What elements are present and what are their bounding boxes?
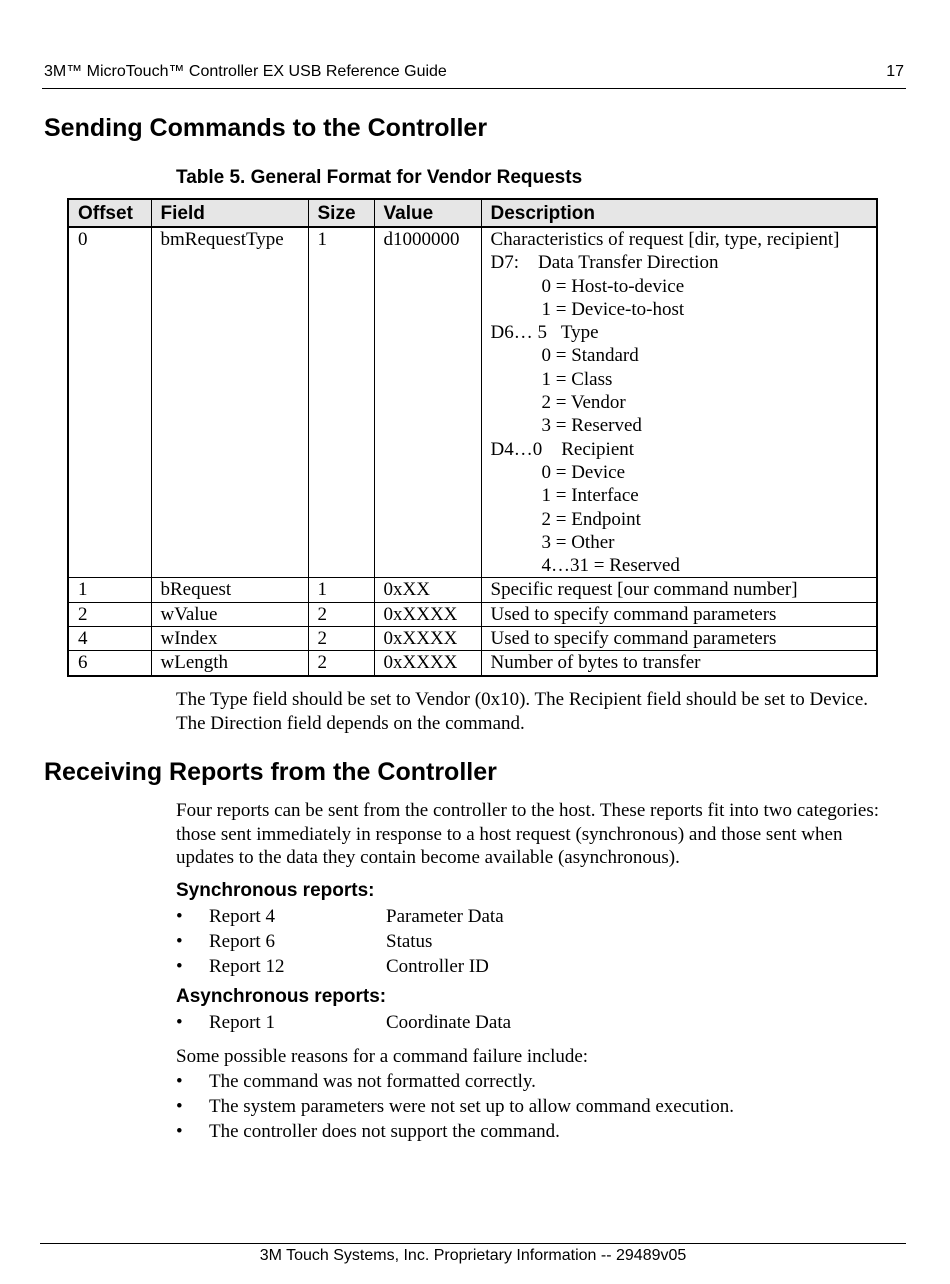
cell-size: 2	[308, 627, 374, 651]
reports-intro-paragraph: Four reports can be sent from the controller to the host. These reports fit into two categories: those sent immediately in response to a host request (synchronous) and those sent when updates to the data they contain become available (asynchronous).	[176, 800, 879, 868]
asynchronous-reports-list	[176, 1010, 511, 1035]
cell-size: 1	[308, 227, 374, 578]
desc-line: 0 = Device	[541, 461, 626, 483]
cell-value: 0xXXXX	[374, 602, 481, 626]
cell-description: Number of bytes to transfer	[481, 651, 877, 676]
list-item	[176, 929, 504, 954]
list-item: • The command was not formatted correctly.	[176, 1069, 734, 1094]
list-item	[176, 1010, 511, 1035]
cell-value: 0xXXXX	[374, 651, 481, 676]
table-row	[68, 227, 877, 578]
desc-line: D4…0 Recipient	[490, 438, 635, 460]
failure-intro-paragraph: Some possible reasons for a command failure include:	[176, 1046, 589, 1067]
desc-line: 1 = Class	[541, 368, 613, 390]
cell-description: Used to specify command parameters	[481, 627, 877, 651]
cell-field: bRequest	[151, 578, 308, 602]
synchronous-reports-list	[176, 904, 504, 979]
section-heading-sending-commands: Sending Commands to the Controller	[44, 114, 488, 142]
desc-line: 3 = Reserved	[541, 415, 642, 437]
cell-offset: 4	[68, 627, 151, 651]
table-row	[68, 578, 877, 602]
asynchronous-reports-heading: Asynchronous reports:	[176, 986, 387, 1007]
column-header: Field	[151, 199, 308, 227]
report-name: Report 12	[209, 956, 285, 977]
desc-line: 4…31 = Reserved	[541, 555, 680, 577]
cell-field: wIndex	[151, 627, 308, 651]
cell-value: 0xXXXX	[374, 627, 481, 651]
desc-line: D6… 5 Type	[490, 322, 599, 344]
cell-description: Used to specify command parameters	[481, 602, 877, 626]
desc-line: 3 = Other	[541, 531, 615, 553]
desc-line: D7: Data Transfer Direction	[490, 252, 719, 274]
list-item: • The system parameters were not set up to allow command execution.	[176, 1094, 734, 1119]
desc-line: 0 = Standard	[541, 345, 639, 367]
cell-offset: 6	[68, 651, 151, 676]
cell-field: wLength	[151, 651, 308, 676]
vendor-request-table	[67, 198, 878, 677]
table-note-paragraph: The Type field should be set to Vendor (0x10). The Recipient field should be set to Device. The Direction field depends on the command.	[176, 689, 869, 734]
desc-line: Characteristics of request [dir, type, recipient]	[490, 229, 840, 250]
cell-size: 2	[308, 651, 374, 676]
list-item: • The controller does not support the command.	[176, 1119, 734, 1144]
report-name: Report 1	[209, 1012, 275, 1033]
desc-line: 1 = Device-to-host	[541, 298, 685, 320]
list-item	[176, 954, 504, 979]
report-description: Parameter Data	[386, 906, 504, 927]
cell-value: d1000000	[374, 227, 481, 578]
cell-offset: 0	[68, 227, 151, 578]
failure-reasons-list	[176, 1069, 734, 1144]
page-number: 17	[886, 63, 904, 80]
column-header: Value	[374, 199, 481, 227]
table-row	[68, 651, 877, 676]
cell-size: 1	[308, 578, 374, 602]
list-item	[176, 904, 504, 929]
desc-line: 2 = Vendor	[541, 392, 626, 414]
report-description: Status	[386, 931, 433, 952]
cell-offset: 1	[68, 578, 151, 602]
column-header: Size	[308, 199, 374, 227]
document-title: 3M™ MicroTouch™ Controller EX USB Reference Guide	[44, 63, 447, 80]
table-header-row	[68, 199, 877, 227]
desc-line: 1 = Interface	[541, 485, 639, 507]
table-row	[68, 627, 877, 651]
page-footer: 3M Touch Systems, Inc. Proprietary Information -- 29489v05	[40, 1243, 906, 1265]
desc-line: 2 = Endpoint	[541, 508, 641, 530]
cell-size: 2	[308, 602, 374, 626]
synchronous-reports-heading: Synchronous reports:	[176, 880, 375, 901]
cell-value: 0xXX	[374, 578, 481, 602]
section-heading-receiving-reports: Receiving Reports from the Controller	[44, 758, 497, 786]
report-name: Report 4	[209, 906, 275, 927]
cell-field: bmRequestType	[151, 227, 308, 578]
table-caption: Table 5. General Format for Vendor Requests	[176, 167, 583, 188]
cell-description: Specific request [our command number]	[481, 578, 877, 602]
column-header: Offset	[68, 199, 151, 227]
cell-offset: 2	[68, 602, 151, 626]
page-header	[42, 62, 906, 89]
cell-field: wValue	[151, 602, 308, 626]
desc-line: 0 = Host-to-device	[541, 275, 685, 297]
column-header: Description	[481, 199, 877, 227]
table-row	[68, 602, 877, 626]
report-description: Coordinate Data	[386, 1012, 512, 1033]
report-description: Controller ID	[386, 956, 489, 977]
report-name: Report 6	[209, 931, 275, 952]
cell-description	[481, 227, 877, 578]
